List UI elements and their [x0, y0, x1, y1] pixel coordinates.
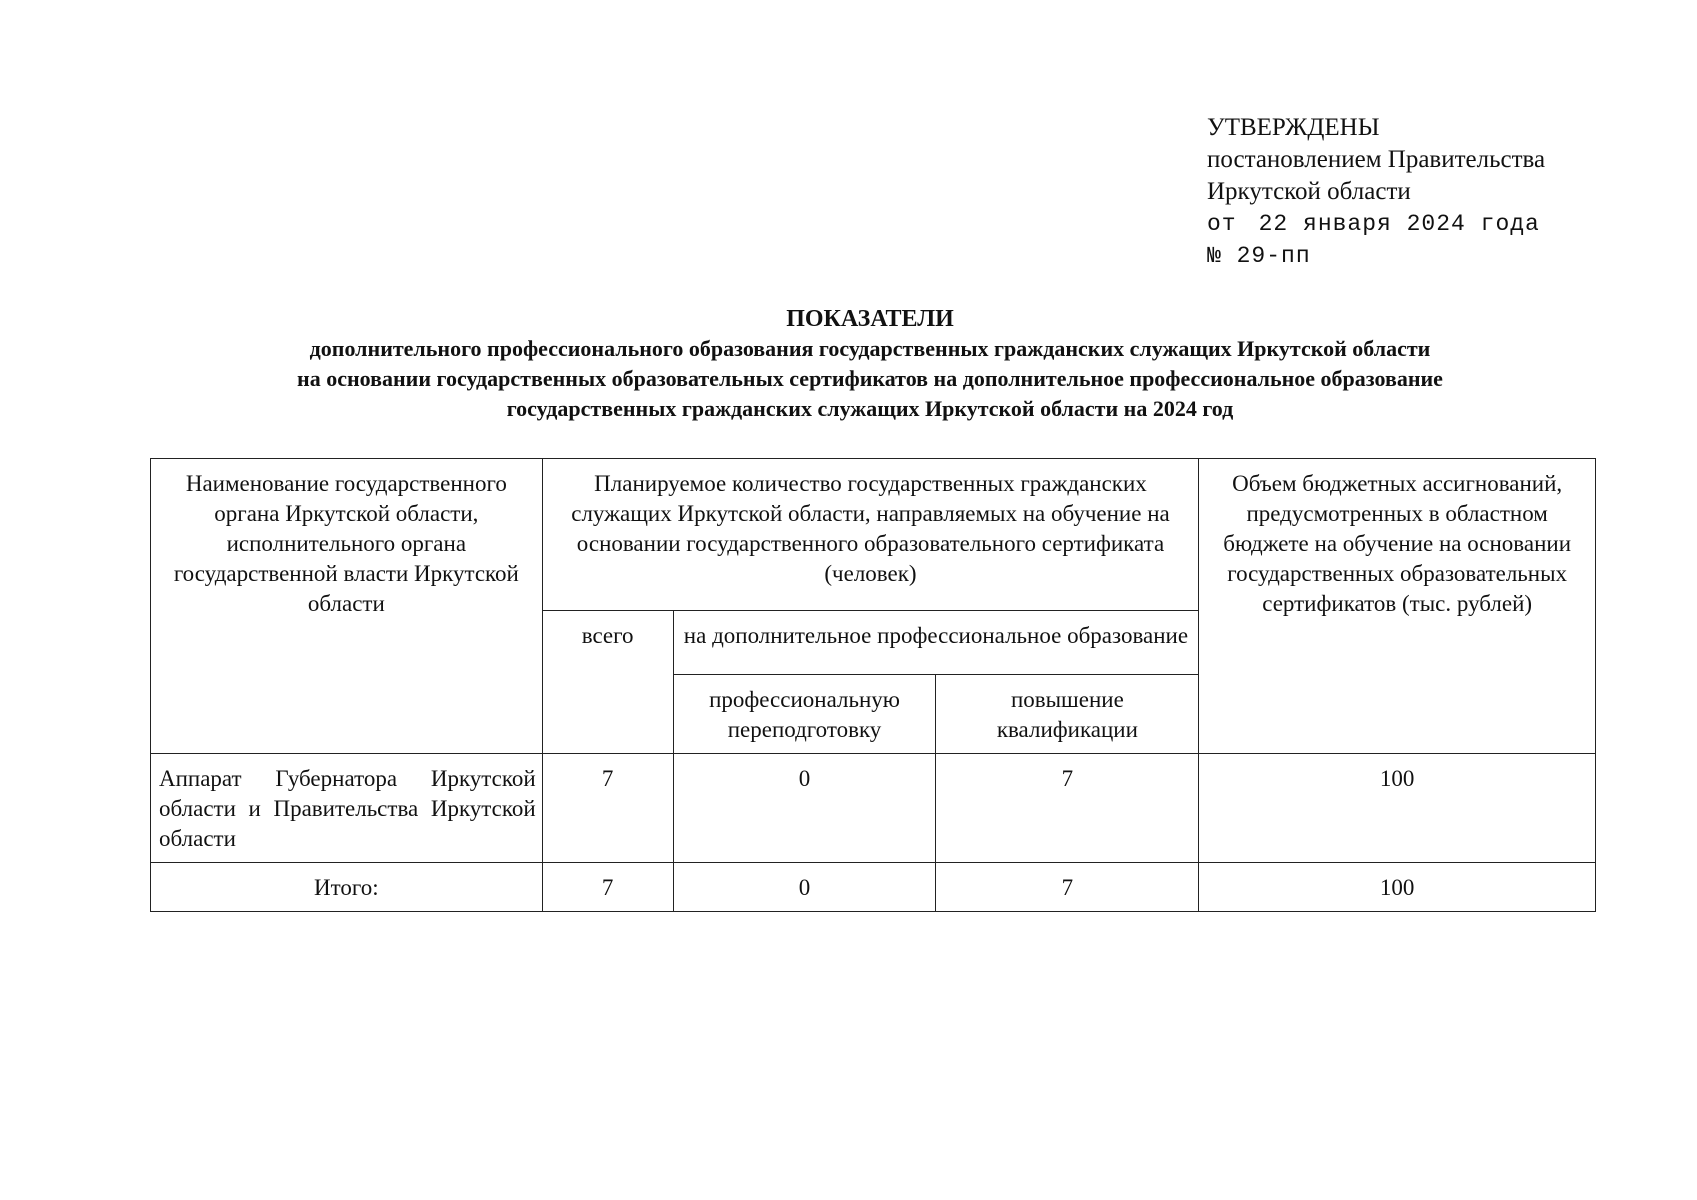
header-organ-name: Наименование государственного органа Иркутской области, исполнительного органа государственной власти Иркутской области: [151, 459, 543, 754]
approval-number: № 29-пп: [1207, 243, 1311, 269]
indicators-table: [150, 458, 1596, 912]
approval-region: Иркутской области: [1207, 178, 1411, 205]
total-qualification: 7: [936, 863, 1199, 912]
document-title: ПОКАЗАТЕЛИ: [786, 306, 954, 332]
header-budget-allocation: Объем бюджетных ассигнований, предусмотренных в областном бюджете на обучение на основании государственных образовательных сертификатов (тыс. рублей): [1199, 459, 1596, 754]
approval-block: [1207, 112, 1545, 272]
table-header-row: [151, 459, 1596, 611]
document-heading: [150, 304, 1590, 424]
total-count: 7: [542, 863, 673, 912]
header-qualification: повышение квалификации: [936, 675, 1199, 754]
table-total-row: [151, 863, 1596, 912]
total-budget: 100: [1199, 863, 1596, 912]
row-qualification: 7: [936, 754, 1199, 863]
row-retraining: 0: [673, 754, 936, 863]
approval-date-line: [1207, 208, 1545, 240]
document-subtitle-line-2: на основании государственных образовательных сертификатов на дополнительное профессиональное образование: [297, 366, 1443, 391]
approval-status: УТВЕРЖДЕНЫ: [1207, 114, 1380, 141]
row-budget: 100: [1199, 754, 1596, 863]
row-organ-name: Аппарат Губернатора Иркутской области и Правительства Иркутской области: [151, 754, 543, 863]
header-dpo: на дополнительное профессиональное образование: [673, 611, 1199, 675]
document-subtitle-line-1: дополнительного профессионального образования государственных гражданских служащих Иркутской области: [309, 336, 1431, 361]
header-planned-count: Планируемое количество государственных гражданских служащих Иркутской области, направляемых на обучение на основании государственного образовательного сертификата (человек): [542, 459, 1199, 611]
approval-date-prefix: от: [1207, 211, 1237, 237]
total-label: Итого:: [151, 863, 543, 912]
document-subtitle-line-3: государственных гражданских служащих Иркутской области на 2024 год: [506, 396, 1234, 421]
row-total: 7: [542, 754, 673, 863]
header-total: всего: [542, 611, 673, 754]
table-row: [151, 754, 1596, 863]
total-retraining: 0: [673, 863, 936, 912]
approval-issuer: постановлением Правительства: [1207, 146, 1546, 173]
header-retraining: профессиональную переподготовку: [673, 675, 936, 754]
approval-date: 22 января 2024 года: [1258, 211, 1540, 237]
